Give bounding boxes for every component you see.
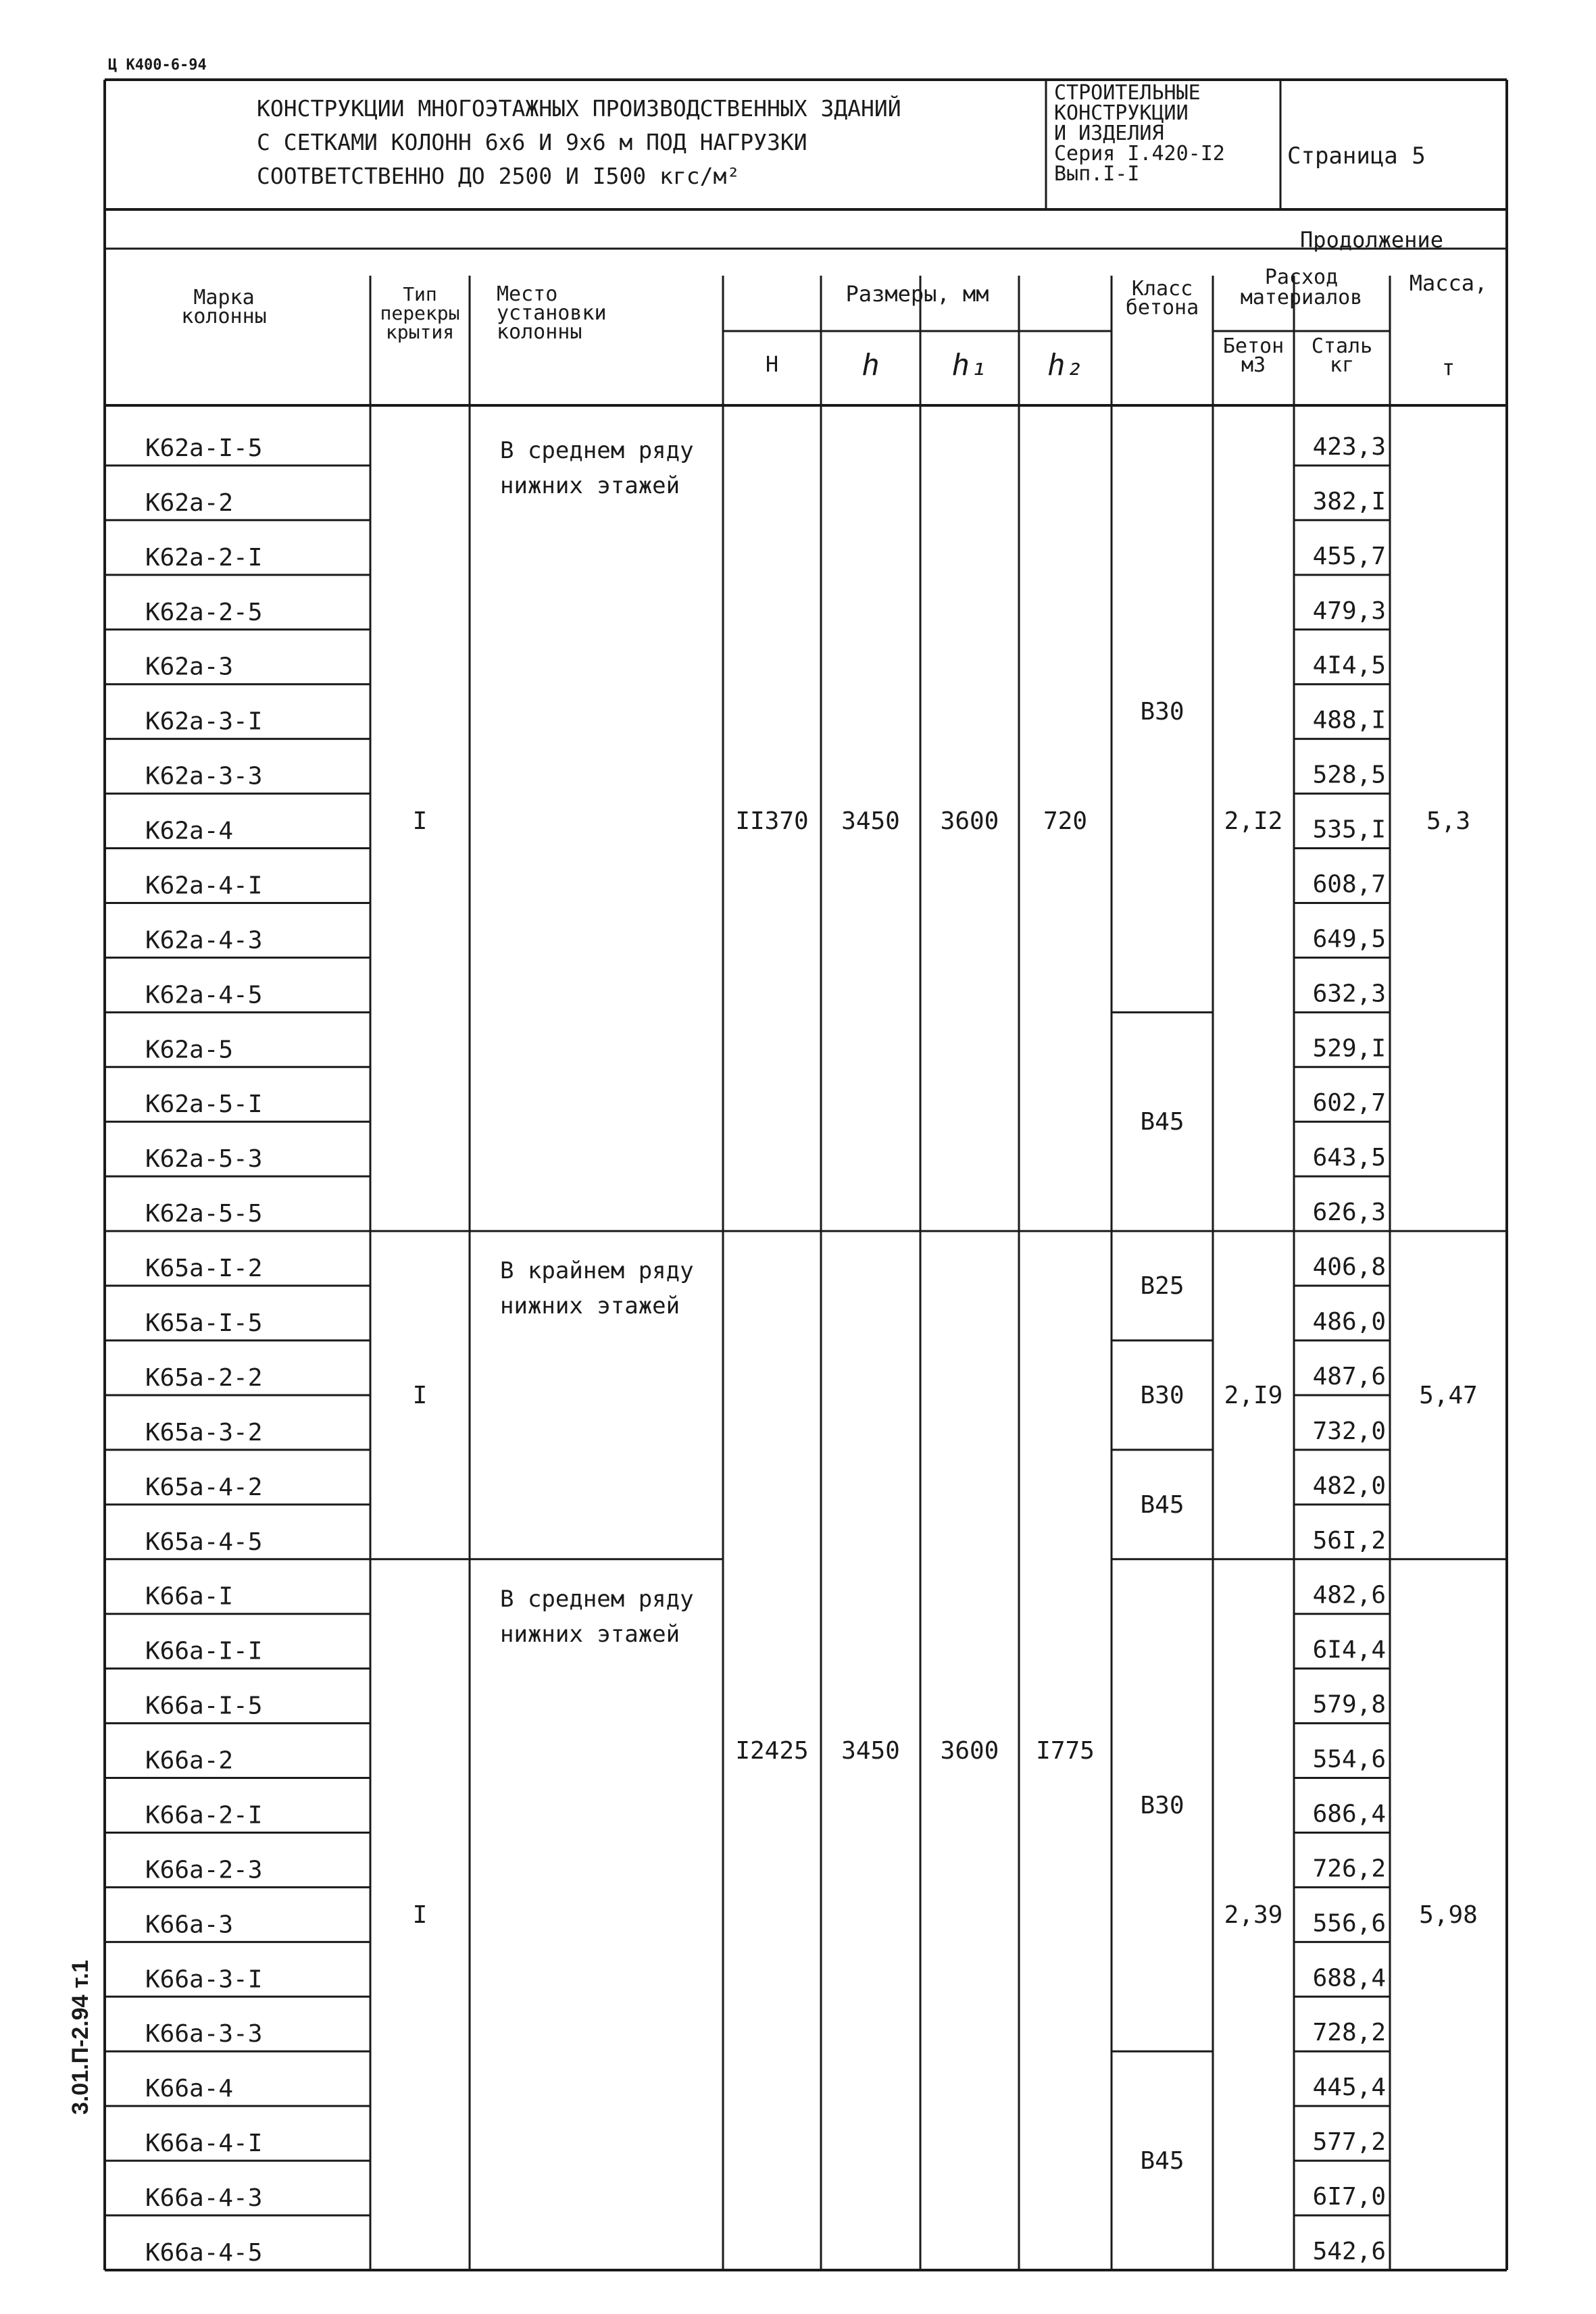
header-class: Класс: [1131, 277, 1193, 301]
column-mark-cell: К62а-3: [145, 653, 234, 681]
header-mass: т: [1441, 355, 1455, 380]
header-concrete: Бетон: [1222, 334, 1285, 358]
size-h2-cell: I775: [1036, 1737, 1095, 1765]
series-info-line: СТРОИТЕЛЬНЫЕ: [1054, 81, 1201, 105]
header-type: крытия: [385, 321, 455, 343]
header-place: колонны: [497, 320, 582, 344]
column-mark-cell: К66а-3-I: [145, 1965, 263, 1994]
size-H-cell: II370: [735, 807, 809, 836]
header-consumption: материалов: [1240, 286, 1363, 309]
steel-kg-cell: 406,8: [1312, 1253, 1386, 1282]
header-h: h: [862, 348, 880, 382]
page-number: Страница 5: [1287, 143, 1426, 170]
steel-kg-cell: 643,5: [1312, 1144, 1386, 1172]
size-h-cell: 3450: [841, 807, 900, 836]
column-mark-cell: К66а-I: [145, 1582, 234, 1611]
steel-kg-cell: 486,0: [1312, 1308, 1386, 1336]
installation-place-cell: нижних этажей: [500, 1620, 680, 1648]
size-h-cell: 3450: [841, 1737, 900, 1765]
continuation-label: Продолжение: [1300, 227, 1443, 253]
installation-place-cell: нижних этажей: [500, 472, 680, 499]
floor-type-cell: I: [412, 807, 428, 836]
header-place: Место: [497, 282, 558, 306]
series-info-line: КОНСТРУКЦИИ: [1054, 101, 1189, 125]
column-mark-cell: К62а-2: [145, 488, 234, 517]
series-info-line: Вып.I-I: [1054, 162, 1140, 186]
size-h2-cell: 720: [1043, 807, 1088, 836]
document-title-line: СООТВЕТСТВЕННО ДО 2500 И I500 кгс/м²: [257, 163, 741, 189]
steel-kg-cell: 382,I: [1312, 487, 1386, 515]
document-code: Ц K400-6-94: [108, 57, 207, 74]
size-h1-cell: 3600: [940, 1737, 999, 1765]
series-info-line: Серия I.420-I2: [1054, 142, 1225, 166]
steel-kg-cell: 688,4: [1312, 1964, 1386, 1992]
column-mark-cell: К65а-3-2: [145, 1418, 263, 1447]
steel-kg-cell: 556,6: [1312, 1909, 1386, 1938]
column-mark-cell: К62а-4-I: [145, 872, 263, 900]
installation-place-cell: В среднем ряду: [500, 437, 694, 464]
header-place: установки: [497, 301, 607, 325]
steel-kg-cell: 577,2: [1312, 2128, 1386, 2157]
header-type: перекры: [380, 302, 460, 324]
steel-kg-cell: 6I4,4: [1312, 1636, 1386, 1664]
column-mark-cell: К62а-3-I: [145, 707, 263, 736]
header-type: Тип: [403, 283, 437, 305]
steel-kg-cell: 632,3: [1312, 980, 1386, 1008]
column-mark-cell: К66а-4: [145, 2075, 234, 2103]
installation-place-cell: нижних этажей: [500, 1292, 680, 1320]
column-mark-cell: К65а-I-5: [145, 1309, 263, 1337]
column-mark-cell: К66а-2-I: [145, 1801, 263, 1830]
column-mark-cell: К62а-I-5: [145, 434, 263, 462]
installation-place-cell: В крайнем ряду: [500, 1257, 694, 1285]
column-mark-cell: К66а-3: [145, 1911, 234, 1939]
concrete-class-cell: В45: [1140, 2147, 1184, 2175]
steel-kg-cell: 602,7: [1312, 1089, 1386, 1117]
steel-kg-cell: 528,5: [1312, 761, 1386, 789]
steel-kg-cell: 487,6: [1312, 1362, 1386, 1390]
column-mark-cell: К62а-2-I: [145, 543, 263, 572]
steel-kg-cell: 56I,2: [1312, 1526, 1386, 1555]
steel-kg-cell: 488,I: [1312, 706, 1386, 734]
column-mark-cell: К62а-4: [145, 817, 234, 845]
steel-kg-cell: 445,4: [1312, 2073, 1386, 2102]
column-mark-cell: К66а-4-I: [145, 2130, 263, 2158]
column-mark-cell: К62а-2-5: [145, 598, 263, 626]
header-mass: Масса,: [1409, 270, 1488, 296]
concrete-m3-cell: 2,39: [1224, 1901, 1283, 1929]
column-mark-cell: К66а-4-3: [145, 2184, 263, 2213]
column-mark-cell: К65а-4-5: [145, 1528, 263, 1556]
column-mark-cell: К66а-I-I: [145, 1637, 263, 1665]
size-h1-cell: 3600: [940, 807, 999, 836]
steel-kg-cell: 6I7,0: [1312, 2183, 1386, 2211]
concrete-m3-cell: 2,I9: [1224, 1381, 1283, 1409]
steel-kg-cell: 626,3: [1312, 1199, 1386, 1227]
concrete-class-cell: В45: [1140, 1490, 1184, 1519]
concrete-class-cell: В25: [1140, 1272, 1184, 1301]
column-mark-cell: К65а-I-2: [145, 1255, 263, 1283]
mass-t-cell: 5,98: [1419, 1901, 1478, 1929]
header-H: Н: [765, 351, 779, 377]
column-mark-cell: К62а-4-5: [145, 981, 263, 1009]
steel-kg-cell: 482,0: [1312, 1472, 1386, 1500]
floor-type-cell: I: [412, 1901, 428, 1929]
header-class: бетона: [1125, 296, 1199, 320]
steel-kg-cell: 423,3: [1312, 432, 1386, 461]
mass-t-cell: 5,3: [1426, 807, 1471, 836]
document-title-line: КОНСТРУКЦИИ МНОГОЭТАЖНЫХ ПРОИЗВОДСТВЕННЫХ ЗДАНИЙ: [257, 95, 901, 122]
concrete-class-cell: В45: [1140, 1108, 1184, 1136]
concrete-m3-cell: 2,I2: [1224, 807, 1283, 836]
steel-kg-cell: 579,8: [1312, 1690, 1386, 1719]
steel-kg-cell: 542,6: [1312, 2238, 1386, 2265]
steel-kg-cell: 728,2: [1312, 2019, 1386, 2047]
steel-kg-cell: 649,5: [1312, 925, 1386, 953]
steel-kg-cell: 482,6: [1312, 1581, 1386, 1609]
column-mark-cell: К66а-4-5: [145, 2239, 263, 2267]
steel-kg-cell: 732,0: [1312, 1417, 1386, 1445]
header-steel: Сталь: [1311, 334, 1373, 358]
column-mark-cell: К62а-5: [145, 1036, 234, 1064]
header-sizes: Размеры, мм: [845, 281, 989, 307]
steel-kg-cell: 608,7: [1312, 870, 1386, 899]
mass-t-cell: 5,47: [1419, 1381, 1478, 1409]
header-steel: кг: [1329, 353, 1355, 377]
header-h1: h₁: [951, 348, 988, 382]
steel-kg-cell: 554,6: [1312, 1745, 1386, 1774]
steel-kg-cell: 686,4: [1312, 1800, 1386, 1828]
column-mark-cell: К66а-I-5: [145, 1692, 263, 1720]
floor-type-cell: I: [412, 1381, 428, 1409]
document-title-line: С СЕТКАМИ КОЛОНН 6х6 И 9х6 м ПОД НАГРУЗКИ: [257, 129, 807, 155]
steel-kg-cell: 4I4,5: [1312, 651, 1386, 680]
concrete-class-cell: В30: [1140, 1792, 1184, 1819]
column-mark-cell: К62а-5-I: [145, 1090, 263, 1119]
column-mark-cell: К65а-4-2: [145, 1473, 263, 1501]
size-H-cell: I2425: [735, 1737, 809, 1765]
steel-kg-cell: 455,7: [1312, 542, 1386, 570]
column-mark-cell: К62а-5-5: [145, 1200, 263, 1228]
column-mark-cell: К62а-5-3: [145, 1145, 263, 1174]
header-consumption: Расход: [1264, 266, 1339, 289]
side-stamp-code: 3.01.П-2.94 т.1: [68, 1959, 93, 2115]
header-concrete: м3: [1241, 353, 1266, 377]
steel-kg-cell: 529,I: [1312, 1034, 1386, 1063]
header-mark: Марка: [193, 286, 255, 309]
concrete-class-cell: В30: [1140, 698, 1184, 726]
column-mark-cell: К66а-2: [145, 1746, 234, 1775]
concrete-class-cell: В30: [1140, 1381, 1184, 1409]
column-mark-cell: К66а-2-3: [145, 1856, 263, 1884]
column-mark-cell: К65а-2-2: [145, 1363, 263, 1392]
installation-place-cell: В среднем ряду: [500, 1585, 694, 1613]
header-mark: колонны: [181, 305, 267, 328]
steel-kg-cell: 535,I: [1312, 815, 1386, 844]
steel-kg-cell: 479,3: [1312, 597, 1386, 625]
steel-kg-cell: 726,2: [1312, 1855, 1386, 1883]
column-mark-cell: К62а-4-3: [145, 926, 263, 955]
series-info-line: И ИЗДЕЛИЯ: [1054, 122, 1164, 145]
column-mark-cell: К62а-3-3: [145, 762, 263, 790]
header-h2: h₂: [1047, 348, 1083, 382]
column-mark-cell: К66а-3-3: [145, 2020, 263, 2048]
